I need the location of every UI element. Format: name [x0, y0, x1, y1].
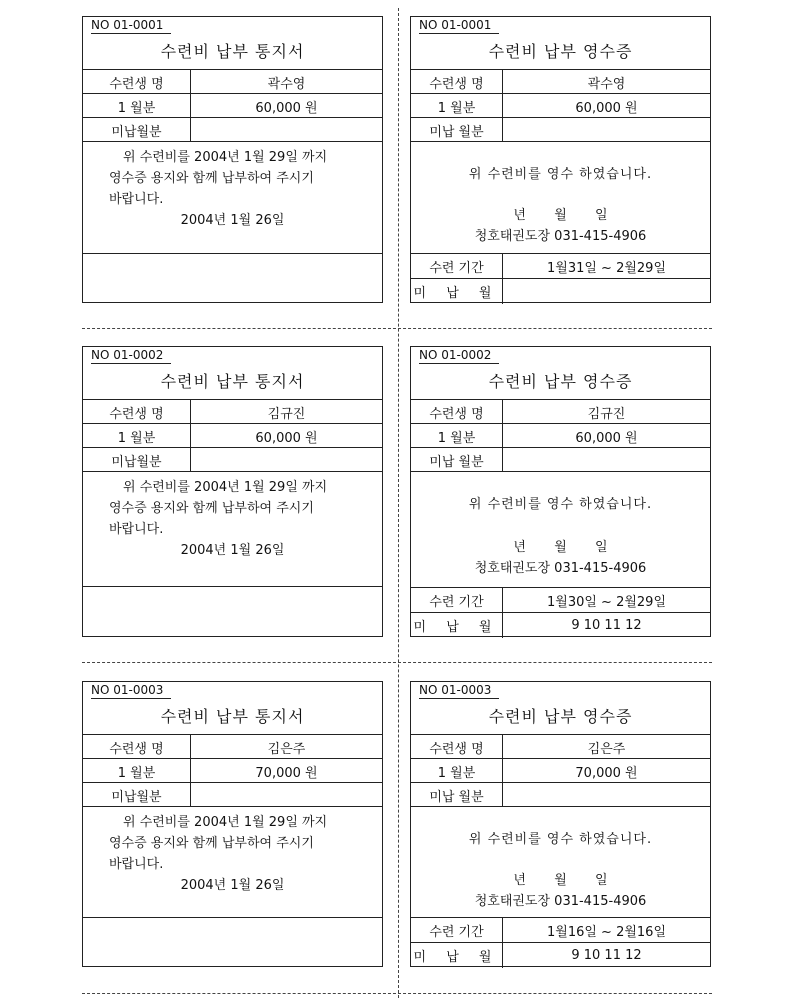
receipt-body — [411, 471, 710, 588]
receipt-date-line: 년 월 일 — [513, 540, 608, 555]
vertical-cut-line — [398, 8, 399, 998]
unpaid-month-row — [411, 942, 710, 968]
notice-number: NO 01-0002 — [91, 348, 171, 364]
student-name: 김규진 — [587, 406, 626, 422]
unpaid-label: 미납 월분 — [411, 783, 503, 807]
receipt-date-line: 년 월 일 — [513, 208, 608, 223]
horizontal-cut-line — [82, 662, 712, 663]
notice-body — [83, 806, 382, 919]
amount: 60,000 원 — [575, 100, 638, 116]
dojang-info: 청호태권도장 031-415-4906 — [474, 561, 647, 576]
unpaid-label: 미납 월분 — [411, 118, 503, 142]
student-name: 김은주 — [267, 741, 306, 757]
dojang-info: 청호태권도장 031-415-4906 — [474, 229, 647, 244]
notice-title: 수련비 납부 통지서 — [160, 707, 305, 726]
name-row — [83, 69, 382, 94]
notice-title: 수련비 납부 통지서 — [160, 42, 305, 61]
notice-line: 위 수련비를 2004년 1월 29일 까지 — [123, 815, 328, 830]
unpaid-label: 미납월분 — [83, 448, 191, 472]
notice-number: NO 01-0001 — [91, 18, 171, 34]
receipt-number: NO 01-0001 — [419, 18, 499, 34]
horizontal-cut-line — [82, 328, 712, 329]
notice-line: 바랍니다. — [109, 192, 164, 207]
notice-line: 영수증 용지와 함께 납부하여 주시기 — [109, 171, 314, 186]
unpaid-row — [411, 117, 710, 142]
month-label: 1 월분 — [411, 94, 503, 118]
unpaid-row — [411, 782, 710, 807]
name-label: 수련생 명 — [83, 70, 191, 94]
amount: 60,000 원 — [255, 100, 318, 116]
notice-line: 바랍니다. — [109, 522, 164, 537]
month-row — [411, 423, 710, 448]
name-row — [83, 734, 382, 759]
unpaid-value — [503, 783, 710, 807]
period-label: 수련 기간 — [411, 918, 503, 943]
unpaid-value — [503, 448, 710, 472]
period-label: 수련 기간 — [411, 588, 503, 613]
unpaid-row — [411, 447, 710, 472]
student-name: 곽수영 — [267, 76, 306, 92]
unpaid-month-value: 9 10 11 12 — [571, 618, 642, 633]
unpaid-row — [83, 117, 382, 142]
notice-card — [82, 681, 383, 967]
notice-date: 2004년 1월 26일 — [180, 543, 285, 558]
receipt-date-line: 년 월 일 — [513, 873, 608, 888]
unpaid-month-value — [503, 279, 710, 304]
month-label: 1 월분 — [83, 424, 191, 448]
unpaid-row — [83, 447, 382, 472]
amount: 70,000 원 — [575, 765, 638, 781]
notice-blank-box — [83, 253, 382, 302]
period-label: 수련 기간 — [411, 254, 503, 279]
unpaid-value — [191, 783, 382, 807]
month-row — [411, 758, 710, 783]
notice-blank-box — [83, 917, 382, 966]
receipt-message: 위 수련비를 영수 하였습니다. — [468, 167, 653, 182]
student-name: 김규진 — [267, 406, 306, 422]
month-row — [83, 758, 382, 783]
period-value: 1월31일 ~ 2월29일 — [546, 261, 666, 276]
notice-title: 수련비 납부 통지서 — [160, 372, 305, 391]
student-name: 곽수영 — [587, 76, 626, 92]
notice-date: 2004년 1월 26일 — [180, 213, 285, 228]
name-label: 수련생 명 — [411, 735, 503, 759]
month-label: 1 월분 — [411, 759, 503, 783]
unpaid-label: 미납 월분 — [411, 448, 503, 472]
receipt-card — [410, 346, 711, 637]
name-label: 수련생 명 — [411, 70, 503, 94]
notice-line: 바랍니다. — [109, 857, 164, 872]
notice-date: 2004년 1월 26일 — [180, 878, 285, 893]
receipt-message: 위 수련비를 영수 하였습니다. — [468, 497, 653, 512]
horizontal-cut-line — [82, 993, 712, 994]
name-row — [411, 69, 710, 94]
unpaid-label: 미납월분 — [83, 783, 191, 807]
unpaid-month-label: 미 납 월 — [411, 943, 503, 968]
receipt-title: 수련비 납부 영수증 — [488, 42, 633, 61]
unpaid-value — [191, 448, 382, 472]
period-row — [411, 917, 710, 943]
unpaid-month-label: 미 납 월 — [411, 613, 503, 638]
month-label: 1 월분 — [83, 759, 191, 783]
name-row — [411, 734, 710, 759]
receipt-message: 위 수련비를 영수 하였습니다. — [468, 832, 653, 847]
receipt-title: 수련비 납부 영수증 — [488, 707, 633, 726]
month-row — [83, 423, 382, 448]
notice-line: 영수증 용지와 함께 납부하여 주시기 — [109, 836, 314, 851]
notice-body — [83, 471, 382, 588]
month-label: 1 월분 — [411, 424, 503, 448]
period-value: 1월16일 ~ 2월16일 — [546, 925, 666, 940]
receipt-body — [411, 806, 710, 918]
unpaid-month-row — [411, 612, 710, 638]
name-label: 수련생 명 — [83, 735, 191, 759]
notice-blank-box — [83, 586, 382, 636]
student-name: 김은주 — [587, 741, 626, 757]
notice-card — [82, 16, 383, 303]
notice-number: NO 01-0003 — [91, 683, 171, 699]
amount: 70,000 원 — [255, 765, 318, 781]
unpaid-month-row — [411, 278, 710, 304]
unpaid-value — [191, 118, 382, 142]
unpaid-month-value: 9 10 11 12 — [571, 948, 642, 963]
notice-body — [83, 141, 382, 254]
month-row — [411, 93, 710, 118]
receipt-body — [411, 141, 710, 254]
month-label: 1 월분 — [83, 94, 191, 118]
unpaid-month-label: 미 납 월 — [411, 279, 503, 304]
name-label: 수련생 명 — [411, 400, 503, 424]
notice-card — [82, 346, 383, 637]
name-label: 수련생 명 — [83, 400, 191, 424]
unpaid-value — [503, 118, 710, 142]
notice-line: 영수증 용지와 함께 납부하여 주시기 — [109, 501, 314, 516]
receipt-number: NO 01-0002 — [419, 348, 499, 364]
dojang-info: 청호태권도장 031-415-4906 — [474, 894, 647, 909]
receipt-card — [410, 16, 711, 303]
receipt-title: 수련비 납부 영수증 — [488, 372, 633, 391]
unpaid-row — [83, 782, 382, 807]
notice-line: 위 수련비를 2004년 1월 29일 까지 — [123, 150, 328, 165]
unpaid-label: 미납월분 — [83, 118, 191, 142]
name-row — [411, 399, 710, 424]
amount: 60,000 원 — [575, 430, 638, 446]
period-value: 1월30일 ~ 2월29일 — [546, 595, 666, 610]
amount: 60,000 원 — [255, 430, 318, 446]
receipt-number: NO 01-0003 — [419, 683, 499, 699]
name-row — [83, 399, 382, 424]
period-row — [411, 253, 710, 279]
receipt-card — [410, 681, 711, 967]
month-row — [83, 93, 382, 118]
notice-line: 위 수련비를 2004년 1월 29일 까지 — [123, 480, 328, 495]
period-row — [411, 587, 710, 613]
